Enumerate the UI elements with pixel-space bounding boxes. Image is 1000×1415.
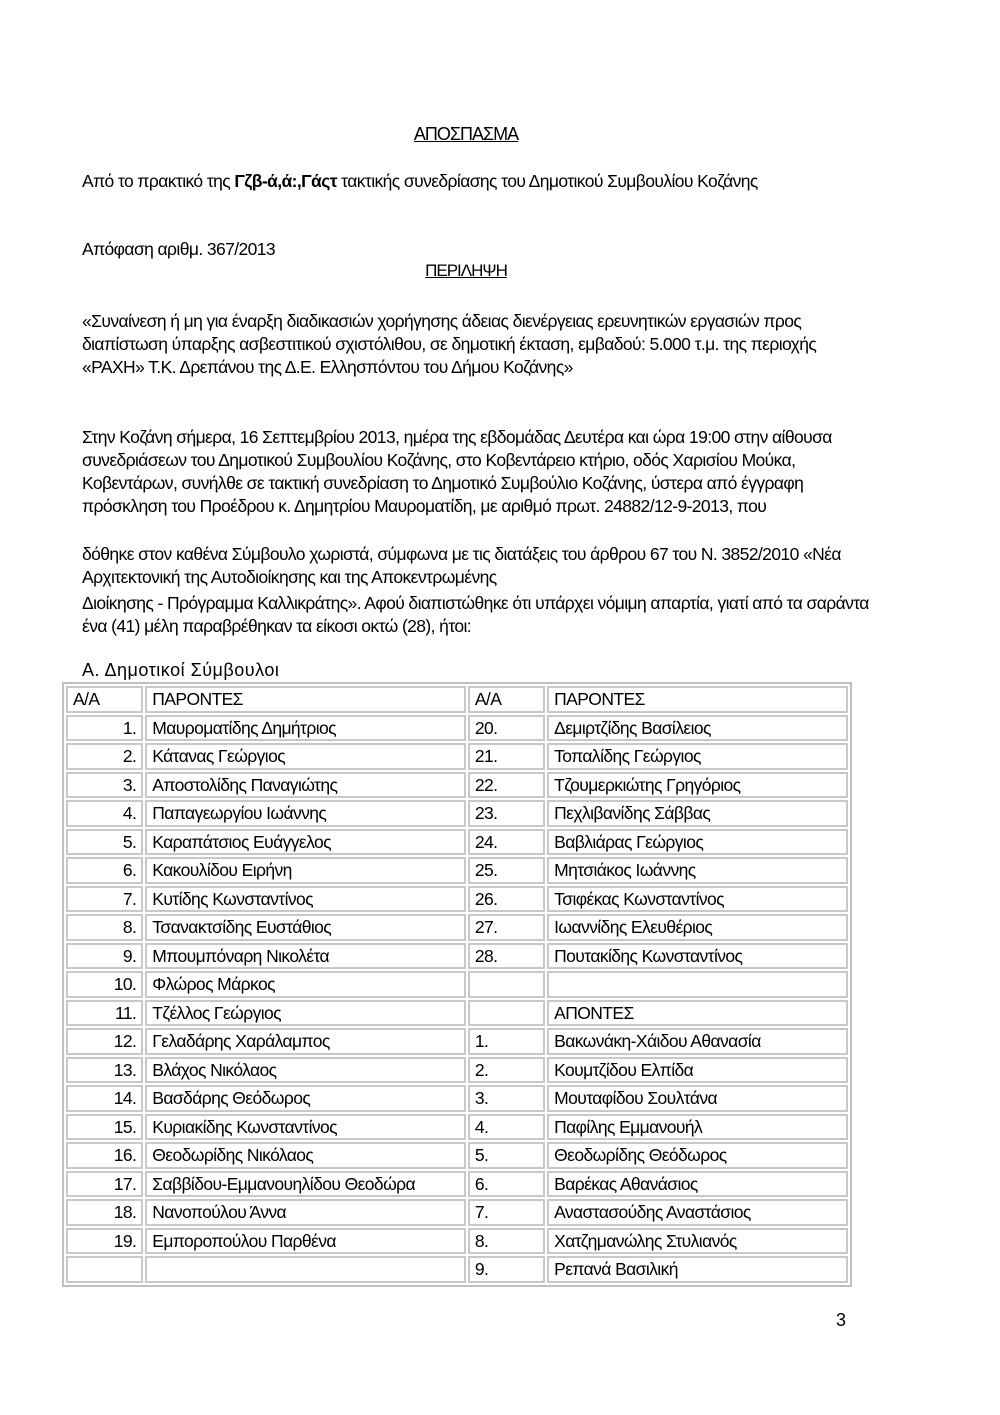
- table-row: [66, 715, 848, 742]
- left-name: Καραπάτσιος Ευάγγελος: [145, 829, 466, 856]
- section-title: Α. Δημοτικοί Σύμβουλοι: [82, 660, 280, 680]
- table-row: [66, 886, 848, 913]
- table-row: [66, 772, 848, 799]
- table-row: [66, 800, 848, 827]
- right-name: Βαρέκας Αθανάσιος: [547, 1171, 848, 1198]
- intro-paragraph: [82, 170, 882, 193]
- right-name: Ιωαννίδης Ελευθέριος: [547, 914, 848, 941]
- left-number: 9.: [66, 943, 143, 970]
- left-number: 4.: [66, 800, 143, 827]
- left-name: Γελαδάρης Χαράλαμπος: [145, 1028, 466, 1055]
- table-row: [66, 1085, 848, 1112]
- left-number: [66, 1256, 143, 1283]
- table-row: [66, 1057, 848, 1084]
- document-title: ΑΠΟΣΠΑΣΜΑ: [413, 124, 519, 144]
- table-row: [66, 1256, 848, 1283]
- right-number: 24.: [468, 829, 545, 856]
- left-number: 6.: [66, 857, 143, 884]
- left-name: Φλώρος Μάρκος: [145, 971, 466, 998]
- right-number: [468, 1000, 545, 1027]
- right-name: Χατζημανώλης Στυλιανός: [547, 1228, 848, 1255]
- left-name: Παπαγεωργίου Ιωάννης: [145, 800, 466, 827]
- right-name: Βαβλιάρας Γεώργιος: [547, 829, 848, 856]
- right-number: 5.: [468, 1142, 545, 1169]
- left-number: 13.: [66, 1057, 143, 1084]
- left-number: 19.: [66, 1228, 143, 1255]
- right-name: Πεχλιβανίδης Σάββας: [547, 800, 848, 827]
- right-number: 22.: [468, 772, 545, 799]
- table-row: [66, 914, 848, 941]
- table-row: [66, 1142, 848, 1169]
- left-number: 8.: [66, 914, 143, 941]
- table-row: [66, 943, 848, 970]
- right-number: 21.: [468, 743, 545, 770]
- left-number: 3.: [66, 772, 143, 799]
- left-number: 1.: [66, 715, 143, 742]
- table-row: [66, 857, 848, 884]
- right-number: [468, 971, 545, 998]
- right-number: 8.: [468, 1228, 545, 1255]
- right-name: Δεμιρτζίδης Βασίλειος: [547, 715, 848, 742]
- left-name: Νανοπούλου Άννα: [145, 1199, 466, 1226]
- right-name: Ρεπανά Βασιλική: [547, 1256, 848, 1283]
- left-name: Βασδάρης Θεόδωρος: [145, 1085, 466, 1112]
- right-name: Παφίλης Εμμανουήλ: [547, 1114, 848, 1141]
- page-number: 3: [836, 1310, 847, 1330]
- right-number: 9.: [468, 1256, 545, 1283]
- left-number: 5.: [66, 829, 143, 856]
- left-number: 7.: [66, 886, 143, 913]
- right-name: Πουτακίδης Κωνσταντίνος: [547, 943, 848, 970]
- header-present-right: ΠΑΡΟΝΤΕΣ: [547, 686, 848, 713]
- right-number: 3.: [468, 1085, 545, 1112]
- right-number: 6.: [468, 1171, 545, 1198]
- left-number: 16.: [66, 1142, 143, 1169]
- left-number: 18.: [66, 1199, 143, 1226]
- right-name: Θεοδωρίδης Θεόδωρος: [547, 1142, 848, 1169]
- left-name: Κάτανας Γεώργιος: [145, 743, 466, 770]
- right-name: Μουταφίδου Σουλτάνα: [547, 1085, 848, 1112]
- table-row: [66, 1228, 848, 1255]
- right-number: 26.: [468, 886, 545, 913]
- left-name: Τζέλλος Γεώργιος: [145, 1000, 466, 1027]
- table-row: [66, 1028, 848, 1055]
- table-row: [66, 1199, 848, 1226]
- left-number: 11.: [66, 1000, 143, 1027]
- left-number: 10.: [66, 971, 143, 998]
- summary-heading: ΠΕΡΙΛΗΨΗ: [425, 261, 507, 280]
- right-number: 28.: [468, 943, 545, 970]
- left-number: 2.: [66, 743, 143, 770]
- table-row: [66, 1171, 848, 1198]
- left-name: Μαυροματίδης Δημήτριος: [145, 715, 466, 742]
- right-name: Τζουμερκιώτης Γρηγόριος: [547, 772, 848, 799]
- right-number: 1.: [468, 1028, 545, 1055]
- right-name: Αναστασούδης Αναστάσιος: [547, 1199, 848, 1226]
- right-name: Κουμτζίδου Ελπίδα: [547, 1057, 848, 1084]
- left-number: 17.: [66, 1171, 143, 1198]
- right-number: 27.: [468, 914, 545, 941]
- left-number: 12.: [66, 1028, 143, 1055]
- table-row: [66, 743, 848, 770]
- intro-suffix: τακτικής συνεδρίασης του Δημοτικού Συμβουλίου Κοζάνης: [336, 171, 758, 191]
- left-name: [145, 1256, 466, 1283]
- right-name: [547, 971, 848, 998]
- council-members-table: [62, 682, 852, 1287]
- body-paragraph-1: Στην Κοζάνη σήμερα, 16 Σεπτεμβρίου 2013, ημέρα της εβδομάδας Δευτέρα και ώρα 19:00 στην αίθουσα συνεδριάσεων του Δημοτικού Συμβουλίου Κοζάνης, στο Κοβεντάρειο κτήριο, οδός Χαρισίου Μούκα, Κοβεντάρων, συνήλθε σε τακτική συνεδρίαση το Δημοτικό Συμβούλιο Κοζάνης, ύστερα από έγγραφη πρόσκληση του Προέδρου κ. Δημητρίου Μαυροματίδη, με αριθμό πρωτ. 24882/12-9-2013, που: [82, 427, 837, 516]
- session-number: Γζβ-ά,ά:,Γάςτ: [234, 171, 337, 191]
- right-number: 23.: [468, 800, 545, 827]
- left-number: 15.: [66, 1114, 143, 1141]
- right-name: Τοπαλίδης Γεώργιος: [547, 743, 848, 770]
- left-name: Κακουλίδου Ειρήνη: [145, 857, 466, 884]
- left-name: Εμποροπούλου Παρθένα: [145, 1228, 466, 1255]
- right-number: 4.: [468, 1114, 545, 1141]
- header-num-left: Α/Α: [66, 686, 143, 713]
- left-name: Κυτίδης Κωνσταντίνος: [145, 886, 466, 913]
- left-name: Βλάχος Νικόλαος: [145, 1057, 466, 1084]
- table-row: [66, 1000, 848, 1027]
- table-header-row: [66, 686, 848, 713]
- left-name: Κυριακίδης Κωνσταντίνος: [145, 1114, 466, 1141]
- right-name: Μητσιάκος Ιωάννης: [547, 857, 848, 884]
- left-name: Τσανακτσίδης Ευστάθιος: [145, 914, 466, 941]
- table-row: [66, 971, 848, 998]
- right-number: 7.: [468, 1199, 545, 1226]
- right-name: ΑΠΟΝΤΕΣ: [547, 1000, 848, 1027]
- left-name: Θεοδωρίδης Νικόλαος: [145, 1142, 466, 1169]
- left-number: 14.: [66, 1085, 143, 1112]
- right-number: 2.: [468, 1057, 545, 1084]
- left-name: Αποστολίδης Παναγιώτης: [145, 772, 466, 799]
- right-name: Βακωνάκη-Χάιδου Αθανασία: [547, 1028, 848, 1055]
- right-number: 25.: [468, 857, 545, 884]
- body-paragraph-3: Διοίκησης - Πρόγραμμα Καλλικράτης». Αφού διαπιστώθηκε ότι υπάρχει νόμιμη απαρτία, γιατί από τα σαράντα ένα (41) μέλη παραβρέθηκαν τα είκοσι οκτώ (28), ήτοι:: [82, 593, 874, 636]
- right-name: Τσιφέκας Κωνσταντίνος: [547, 886, 848, 913]
- table-row: [66, 829, 848, 856]
- table-row: [66, 1114, 848, 1141]
- intro-prefix: Από το πρακτικό της: [82, 171, 235, 191]
- decision-number: Απόφαση αριθμ. 367/2013: [82, 239, 276, 259]
- right-number: 20.: [468, 715, 545, 742]
- left-name: Σαββίδου-Εμμανουηλίδου Θεοδώρα: [145, 1171, 466, 1198]
- body-paragraph-2: δόθηκε στον καθένα Σύμβουλο χωριστά, σύμφωνα με τις διατάξεις του άρθρου 67 του Ν. 3852/2010 «Νέα Αρχιτεκτονική της Αυτοδιοίκησης και της Αποκεντρωμένης: [82, 544, 845, 587]
- header-num-right: Α/Α: [468, 686, 545, 713]
- left-name: Μπουμπόναρη Νικολέτα: [145, 943, 466, 970]
- summary-text: «Συναίνεση ή μη για έναρξη διαδικασιών χορήγησης άδειας διενέργειας ερευνητικών εργασιών προς διαπίστωση ύπαρξης ασβεστιτικού σχιστόλιθου, σε δημοτική έκταση, εμβαδού: 5.000 τ.μ. της περιοχής «ΡΑΧΗ» Τ.Κ. Δρεπάνου της Δ.Ε. Ελλησπόντου του Δήμου Κοζάνης»: [82, 311, 821, 377]
- header-present-left: ΠΑΡΟΝΤΕΣ: [145, 686, 466, 713]
